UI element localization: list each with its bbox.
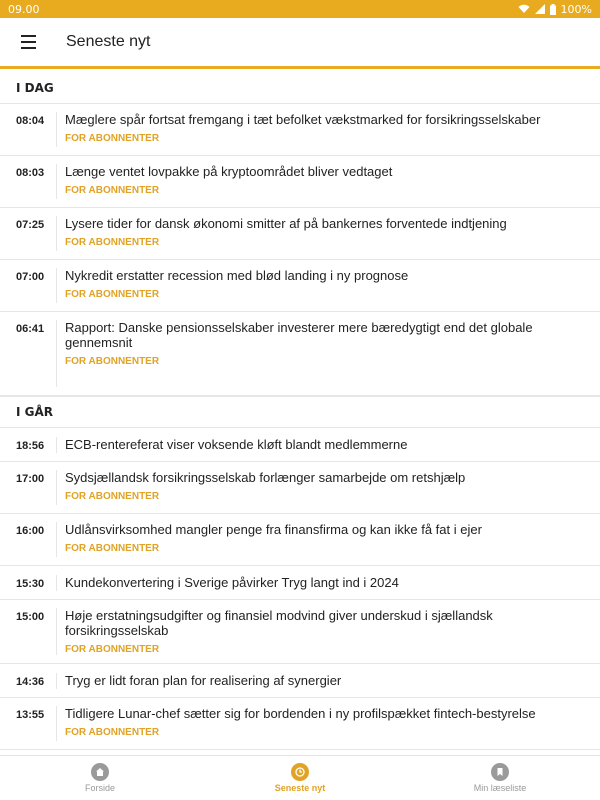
status-icons xyxy=(518,3,592,16)
bookmark-icon xyxy=(491,763,509,781)
news-time: 15:00 xyxy=(16,611,45,623)
news-headline[interactable]: Længe ventet lovpakke på kryptoområdet bliver vedtaget xyxy=(65,164,393,179)
news-time: 16:00 xyxy=(16,525,45,537)
news-time: 18:56 xyxy=(16,440,45,452)
nav-label: Min læseliste xyxy=(473,783,527,793)
battery-icon xyxy=(550,4,556,15)
menu-button[interactable] xyxy=(0,17,56,68)
nav-label: Seneste nyt xyxy=(274,783,326,793)
subscriber-tag: FOR ABONNENTER xyxy=(65,644,160,655)
signal-icon xyxy=(535,4,545,14)
battery-level: 100% xyxy=(560,2,592,16)
news-headline[interactable]: Høje erstatningsudgifter og finansiel modvind giver underskud i sjællandsk forsikringsselskab xyxy=(65,608,493,638)
news-row[interactable] xyxy=(0,600,600,664)
nav-label: Forside xyxy=(84,783,115,793)
nav-forside[interactable] xyxy=(35,763,165,793)
section-header-yesterday: I GÅR xyxy=(0,396,600,428)
news-headline[interactable]: Udlånsvirksomhed mangler penge fra finansfirma og kan ikke få fat i ejer xyxy=(65,522,482,537)
nav-min-laeseliste[interactable] xyxy=(435,763,565,793)
news-headline[interactable]: Rapport: Danske pensionsselskaber investerer mere bæredygtigt end det globale gennemsnit xyxy=(65,320,533,350)
news-row[interactable] xyxy=(0,260,600,312)
news-headline[interactable]: Kundekonvertering i Sverige påvirker Tryg langt ind i 2024 xyxy=(65,575,399,590)
subscriber-tag: FOR ABONNENTER xyxy=(65,491,160,502)
section-header-today: I DAG xyxy=(0,72,600,104)
news-time: 17:00 xyxy=(16,473,45,485)
news-row[interactable] xyxy=(0,698,600,750)
news-feed[interactable] xyxy=(0,72,600,755)
news-headline[interactable]: Lysere tider for dansk økonomi smitter af på bankernes forventede indtjening xyxy=(65,216,507,231)
status-time: 09.00 xyxy=(8,2,40,16)
news-headline[interactable]: ECB-rentereferat viser voksende kløft blandt medlemmerne xyxy=(65,437,408,452)
subscriber-tag: FOR ABONNENTER xyxy=(65,727,160,738)
app-bar xyxy=(0,18,600,69)
news-time: 08:04 xyxy=(16,115,45,127)
news-time: 14:36 xyxy=(16,676,45,688)
news-row[interactable] xyxy=(0,462,600,514)
news-headline[interactable]: Sydsjællandsk forsikringsselskab forlænger samarbejde om retshjælp xyxy=(65,470,466,485)
nav-seneste-nyt[interactable] xyxy=(235,763,365,793)
news-row[interactable] xyxy=(0,566,600,600)
home-icon xyxy=(91,763,109,781)
news-row[interactable] xyxy=(0,208,600,260)
news-headline[interactable]: Tidligere Lunar-chef sætter sig for bordenden i ny profilspækket fintech-bestyrelse xyxy=(65,706,536,721)
news-headline[interactable]: Mæglere spår fortsat fremgang i tæt befolket vækstmarked for forsikringsselskaber xyxy=(65,112,541,127)
news-row[interactable] xyxy=(0,664,600,698)
news-row[interactable] xyxy=(0,428,600,462)
news-time: 07:00 xyxy=(16,271,45,283)
subscriber-tag: FOR ABONNENTER xyxy=(65,356,160,367)
wifi-icon xyxy=(518,4,530,14)
subscriber-tag: FOR ABONNENTER xyxy=(65,133,160,144)
page-title: Seneste nyt xyxy=(66,33,151,50)
bottom-navigation xyxy=(0,755,600,800)
status-bar xyxy=(0,0,600,18)
news-row[interactable] xyxy=(0,104,600,156)
news-headline[interactable]: Tryg er lidt foran plan for realisering af synergier xyxy=(65,673,342,688)
news-headline[interactable]: Nykredit erstatter recession med blød landing i ny prognose xyxy=(65,268,409,283)
news-time: 06:41 xyxy=(16,323,45,335)
news-row[interactable] xyxy=(0,156,600,208)
subscriber-tag: FOR ABONNENTER xyxy=(65,289,160,300)
subscriber-tag: FOR ABONNENTER xyxy=(65,185,160,196)
news-time: 08:03 xyxy=(16,167,45,179)
news-time: 07:25 xyxy=(16,219,45,231)
news-time: 13:55 xyxy=(16,709,45,721)
clock-icon xyxy=(291,763,309,781)
hamburger-icon xyxy=(21,33,36,51)
subscriber-tag: FOR ABONNENTER xyxy=(65,237,160,248)
news-row[interactable] xyxy=(0,514,600,566)
news-time: 15:30 xyxy=(16,578,45,590)
subscriber-tag: FOR ABONNENTER xyxy=(65,543,160,554)
news-row[interactable] xyxy=(0,312,600,396)
